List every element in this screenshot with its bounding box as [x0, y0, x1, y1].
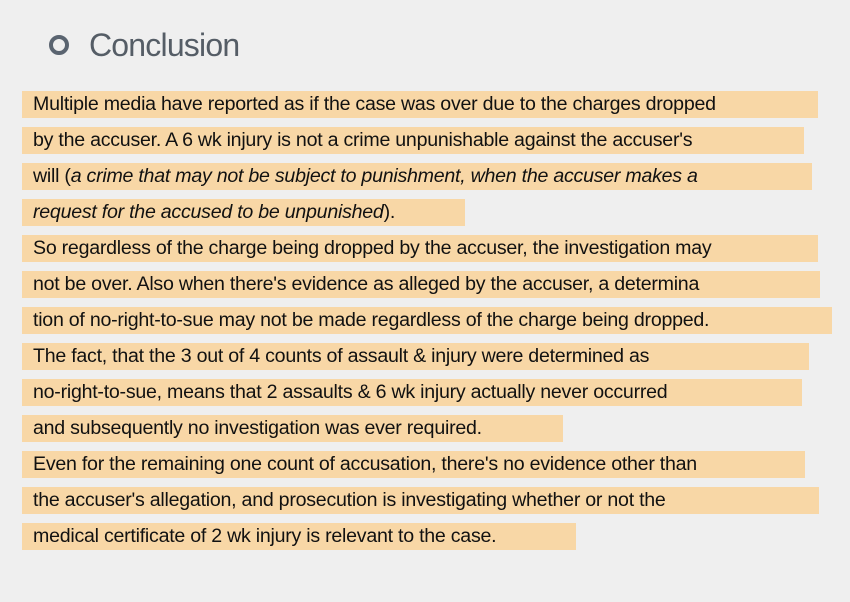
circle-bullet-icon: [49, 35, 69, 55]
highlighted-text-line: The fact, that the 3 out of 4 counts of assault & injury were determined as: [22, 343, 809, 370]
highlighted-text-line: not be over. Also when there's evidence as alleged by the accuser, a determina: [22, 271, 820, 298]
highlighted-text-line: medical certificate of 2 wk injury is relevant to the case.: [22, 523, 576, 550]
highlighted-text-line: [22, 199, 465, 226]
text-run: ).: [383, 201, 396, 223]
highlighted-text-line: [22, 163, 812, 190]
highlighted-text-line: the accuser's allegation, and prosecution is investigating whether or not the: [22, 487, 819, 514]
italic-text-run: request for the accused to be unpunished: [33, 201, 384, 223]
section-title: Conclusion: [89, 26, 240, 63]
highlighted-text-line: Multiple media have reported as if the case was over due to the charges dropped: [22, 91, 818, 118]
highlighted-text-line: and subsequently no investigation was ever required.: [22, 415, 563, 442]
highlighted-text-line: So regardless of the charge being dropped by the accuser, the investigation may: [22, 235, 818, 262]
text-run: will (: [33, 165, 71, 187]
italic-text-run: a crime that may not be subject to punishment, when the accuser makes a: [70, 165, 698, 187]
section-heading: [49, 22, 239, 68]
highlighted-text-line: tion of no-right-to-sue may not be made regardless of the charge being dropped.: [22, 307, 832, 334]
highlighted-text-line: no-right-to-sue, means that 2 assaults & 6 wk injury actually never occurred: [22, 379, 802, 406]
highlighted-text-line: by the accuser. A 6 wk injury is not a crime unpunishable against the accuser's: [22, 127, 804, 154]
highlighted-text-line: Even for the remaining one count of accusation, there's no evidence other than: [22, 451, 805, 478]
